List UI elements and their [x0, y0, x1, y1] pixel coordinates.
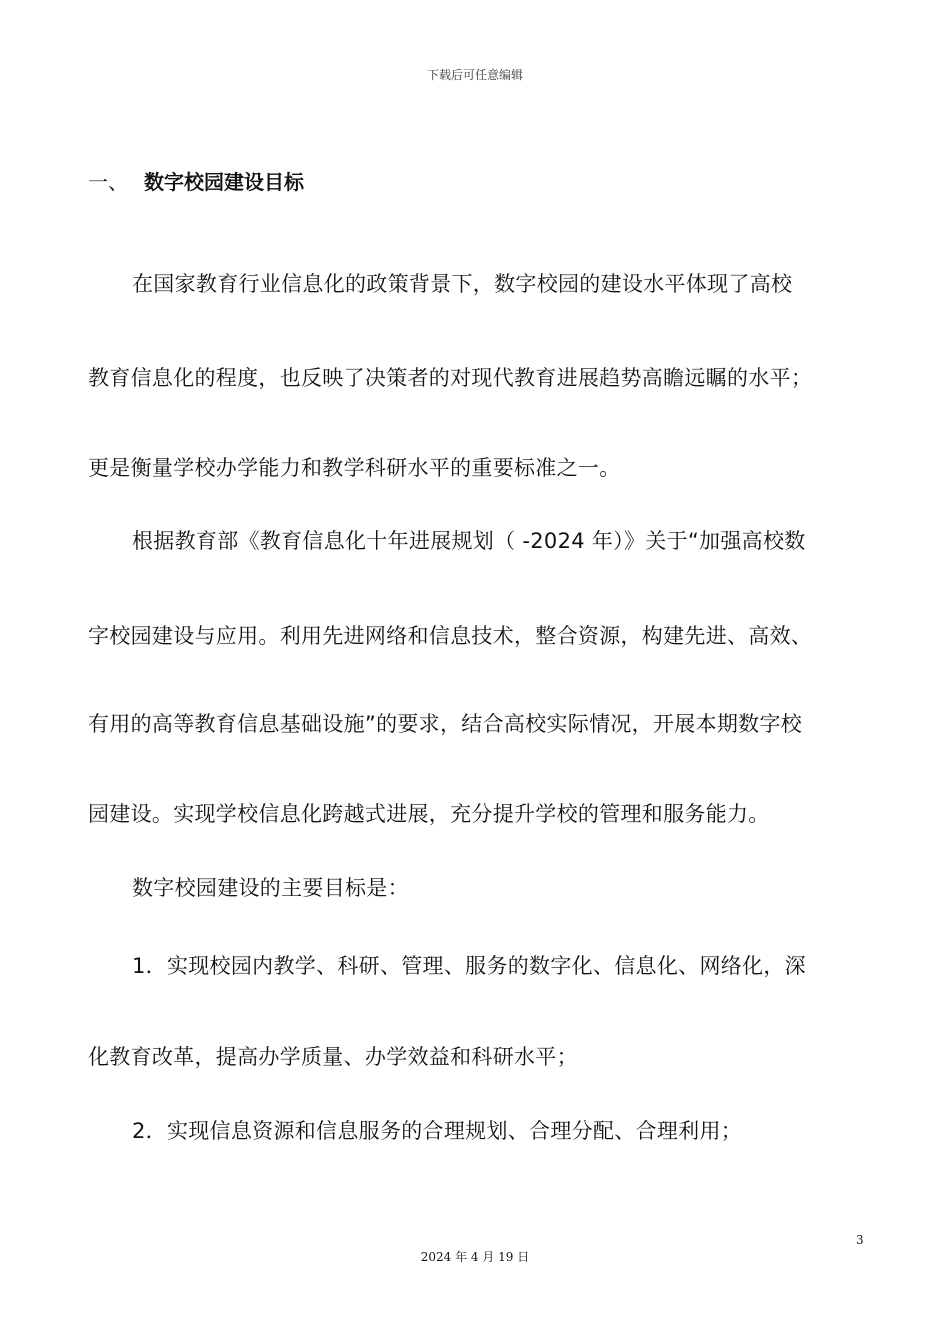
footer-date: 2024 年 4 月 19 日 — [420, 1250, 530, 1264]
paragraph-line: 根据教育部《教育信息化十年进展规划（ -2024 年）》关于“加强高校数 — [132, 529, 806, 553]
list-item-line: 化教育改革，提高办学质量、办学效益和科研水平； — [88, 1045, 578, 1069]
paragraph-line: 有用的高等教育信息基础设施”的要求，结合高校实际情况，开展本期数字校 — [88, 712, 803, 736]
paragraph-line: 在国家教育行业信息化的政策背景下，数字校园的建设水平体现了高校 — [132, 272, 793, 296]
section-heading — [88, 166, 304, 195]
section-title: 数字校园建设目标 — [144, 170, 304, 194]
paragraph-line: 园建设。实现学校信息化跨越式进展，充分提升学校的管理和服务能力。 — [88, 802, 770, 826]
header-note: 下载后可任意编辑 — [426, 68, 523, 82]
section-number: 一、 — [88, 170, 128, 194]
list-item-line: 1．实现校园内教学、科研、管理、服务的数字化、信息化、网络化，深 — [132, 954, 806, 978]
page-number: 3 — [856, 1233, 864, 1247]
paragraph-line: 更是衡量学校办学能力和教学科研水平的重要标准之一。 — [88, 456, 621, 480]
paragraph-line: 字校园建设与应用。利用先进网络和信息技术，整合资源，构建先进、高效、 — [88, 624, 813, 648]
list-item-line: 2．实现信息资源和信息服务的合理规划、合理分配、合理利用； — [132, 1119, 743, 1143]
paragraph-line: 数字校园建设的主要目标是： — [132, 876, 409, 900]
paragraph-line: 教育信息化的程度，也反映了决策者的对现代教育进展趋势高瞻远瞩的水平； — [88, 366, 813, 390]
